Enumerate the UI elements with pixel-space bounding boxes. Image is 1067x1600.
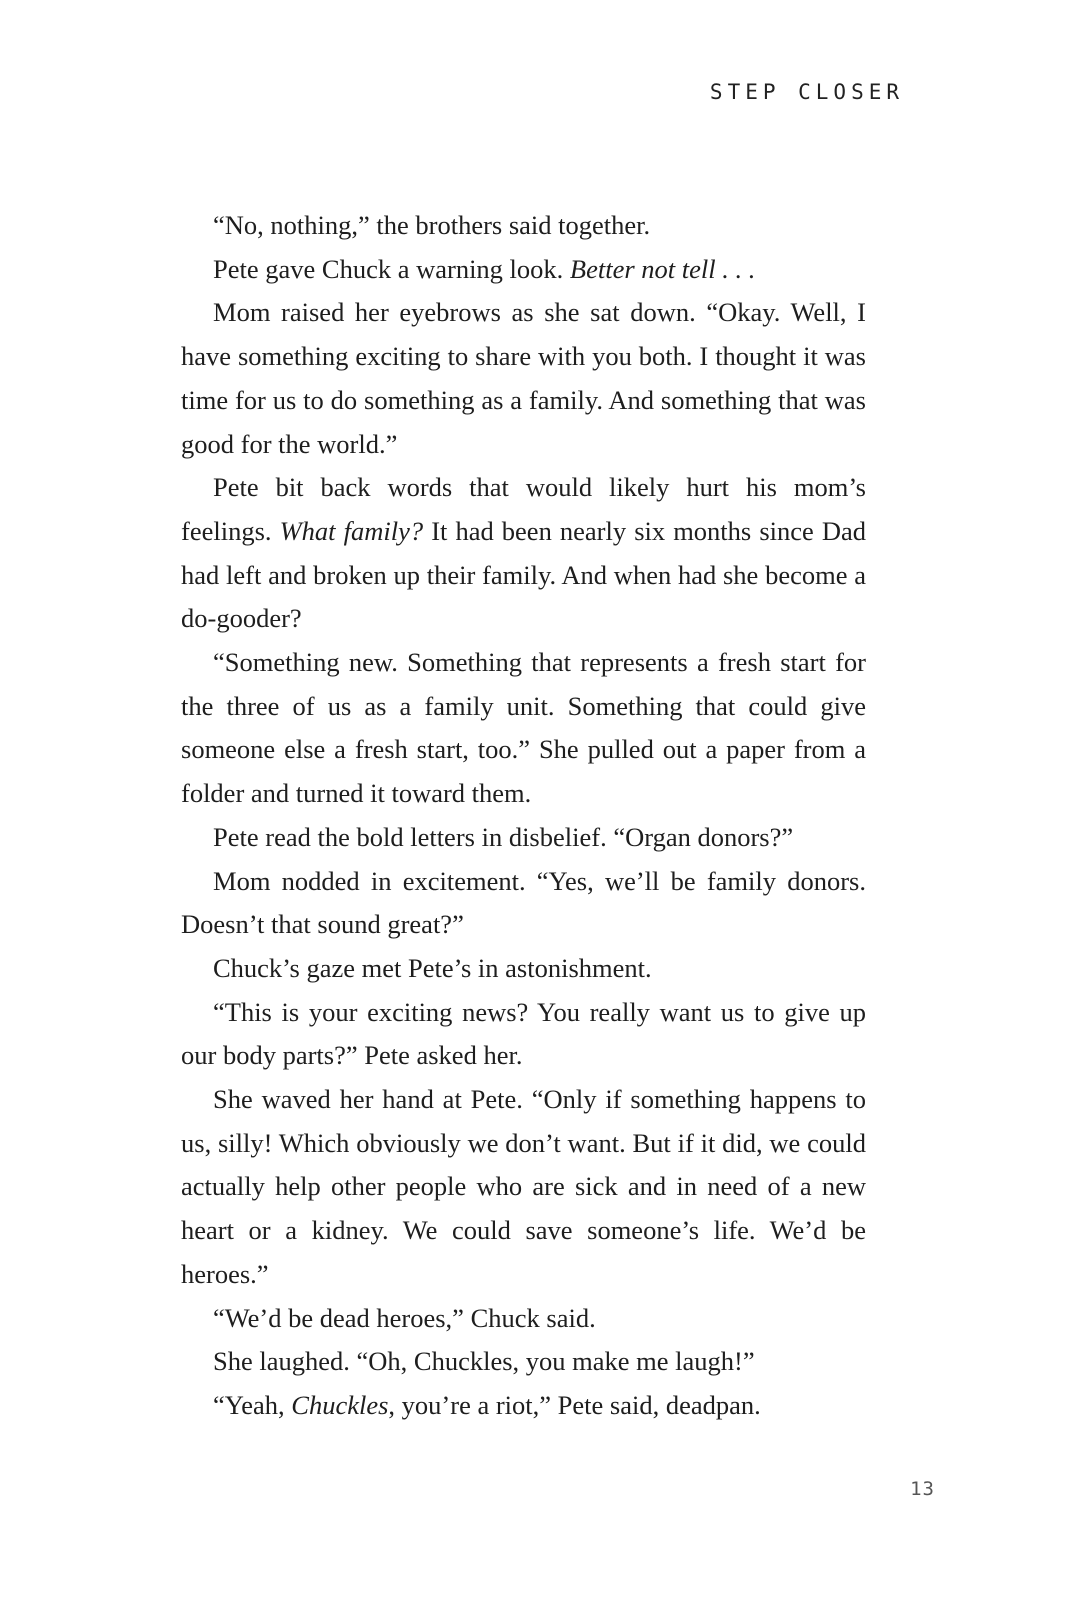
text-run: “This is your exciting news? You really want us to give up our body parts?” Pete asked her.	[181, 996, 866, 1071]
text-run: Pete bit back words that would likely hurt his mom’s feelings.	[181, 472, 866, 546]
paragraph	[181, 291, 866, 466]
text-run: She laughed. “Oh, Chuckles, you make me laugh!”	[213, 1346, 755, 1377]
paragraph	[181, 1384, 866, 1428]
italic-text: Chuckles	[291, 1389, 389, 1420]
paragraph	[181, 860, 866, 947]
text-run: Mom raised her eyebrows as she sat down. “Okay. Well, I have something exciting to share with you both. I thought it was time for us to do something as a family. And something that was good for the world.”	[181, 297, 866, 459]
italic-text: Better not tell . . .	[569, 253, 756, 284]
text-run: “Yeah,	[213, 1389, 292, 1420]
body-text	[181, 204, 866, 1428]
paragraph	[181, 1297, 866, 1341]
paragraph	[181, 204, 866, 248]
paragraph	[181, 947, 866, 991]
text-run: “We’d be dead heroes,” Chuck said.	[213, 1302, 596, 1333]
paragraph	[181, 816, 866, 860]
text-run: It had been nearly six months since Dad had left and broken up their family. And when had she become a do-gooder?	[181, 515, 866, 634]
text-run: Chuck’s gaze met Pete’s in astonishment.	[213, 952, 652, 983]
text-run: “No, nothing,” the brothers said together.	[213, 210, 651, 240]
text-run: Pete read the bold letters in disbelief. “Organ donors?”	[213, 821, 794, 852]
paragraph	[181, 1340, 866, 1384]
text-run: “Something new. Something that represents a fresh start for the three of us as a family unit. Something that could give someone else a fresh start, too.” She pulled out a paper from a folder and turned it toward them.	[181, 647, 866, 809]
italic-text: What family?	[279, 515, 424, 546]
paragraph	[181, 641, 866, 816]
paragraph	[181, 991, 866, 1078]
text-run: Mom nodded in excitement. “Yes, we’ll be family donors. Doesn’t that sound great?”	[181, 865, 866, 940]
text-run: Pete gave Chuck a warning look.	[213, 253, 570, 284]
page-number: 13	[910, 1478, 935, 1500]
paragraph	[181, 1078, 866, 1297]
text-run: , you’re a riot,” Pete said, deadpan.	[388, 1389, 761, 1420]
paragraph	[181, 248, 866, 292]
running-header: STEP CLOSER	[709, 80, 904, 104]
paragraph	[181, 466, 866, 641]
text-run: She waved her hand at Pete. “Only if something happens to us, silly! Which obviously we don’t want. But if it did, we could actually help other people who are sick and in need of a new heart or a kidney. We could save someone’s life. We’d be heroes.”	[181, 1084, 866, 1289]
